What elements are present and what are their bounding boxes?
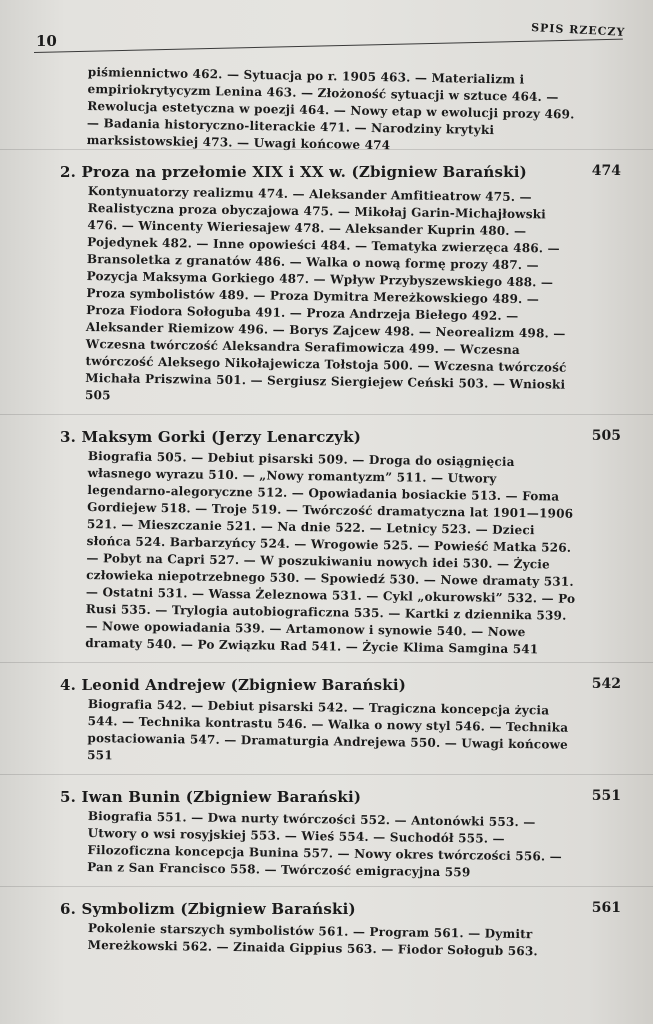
section-2	[0, 149, 653, 414]
section-title	[60, 428, 580, 446]
section-title-text: 2. Proza na przełomie XIX i XX w. (Zbigniew Barański)	[60, 163, 527, 181]
section-title	[60, 900, 580, 918]
section-text	[85, 448, 578, 659]
section-3	[0, 414, 653, 662]
section-title-text: 5. Iwan Bunin (Zbigniew Barański)	[60, 788, 362, 806]
section-page-number: 542	[591, 676, 621, 692]
section-title	[60, 788, 580, 806]
section-text-content: Pokolenie starszych symbolistów 561. — Program 561. — Dymitr Mereżkowski 562. — Zinaida Gippius 563. — Fiodor Sołogub 563.	[87, 920, 538, 959]
section-6	[0, 886, 653, 964]
intro-text	[87, 64, 578, 158]
contents-list	[0, 64, 653, 964]
section-text-content: Biografia 551. — Dwa nurty twórczości 552. — Antonówki 553. — Utwory o wsi rosyjskiej 553. — Wieś 554. — Suchodół 555. — Filozoficzna koncepcja Bunina 557. — Nowy okres twórczości 556. — Pan z San Francisco 558. — Twórczość emigracyjna 559	[87, 808, 563, 880]
section-title-text: 6. Symbolizm (Zbigniew Barański)	[60, 900, 356, 918]
section-text-content: Biografia 542. — Debiut pisarski 542. — Tragiczna koncepcja życia 544. — Technika kontrastu 546. — Walka o nowy styl 546. — Technika postaciowania 547. — Dramaturgia Andrejewa 550. — Uwagi końcowe 551	[87, 696, 569, 763]
section-title	[60, 163, 580, 181]
section-5	[0, 774, 653, 886]
section-title-text: 3. Maksym Gorki (Jerzy Lenarczyk)	[60, 428, 362, 446]
page-number: 10	[36, 32, 57, 50]
section-page-number: 561	[591, 900, 621, 916]
section-page-number: 551	[591, 788, 621, 804]
section-text	[87, 696, 578, 771]
section-title	[60, 676, 580, 694]
section-page-number: 505	[591, 428, 621, 444]
section-text	[88, 920, 578, 961]
section-title-text: 4. Leonid Andrejew (Zbigniew Barański)	[60, 676, 407, 694]
section-text	[87, 808, 578, 883]
section-page-number: 474	[591, 163, 621, 179]
running-head: SPIS RZECZY	[530, 21, 626, 39]
section-text-content: Kontynuatorzy realizmu 474. — Aleksander Amfitieatrow 475. — Realistyczna proza obyczajowa 475. — Mikołaj Garin-Michajłowski 476. — Wincenty Wieriesajew 478. — Aleksander Kuprin 480. — Pojedynek 482. — Inne opowieści 484. — Tematyka zwierzęca 486. — Bransoletka z granatów 486. — Walka o nową formę prozy 487. — Pozycja Maksyma Gorkiego 487. — Wpływ Przybyszewskiego 488. — Proza symbolistów 489. — Proza Dymitra Mereżkowskiego 489. — Proza Fiodora Sołoguba 491. — Proza Andrzeja Biełego 492. — Aleksander Riemizow 496. — Borys Zajcew 498. — Neorealizm 498. — Wczesna twórczość Aleksandra Serafimowicza 499. — Wczesna twórczość Aleksego Nikołajewicza Tołstoja 500. — Wczesna twórczość Michała Priszwina 501. — Sergiusz Siergiejew Ceński 503. — Wnioski 505	[84, 183, 567, 403]
section-text	[85, 183, 578, 411]
section-text-content: Biografia 505. — Debiut pisarski 509. — Droga do osiągnięcia własnego wyrazu 510. — „Nowy romantyzm” 511. — Utwory legendarno-alegoryczne 512. — Opowiadania bosiackie 513. — Foma Gordiejew 518. — Troje 519. — Twórczość dramatyczna lat 1901—1906 521. — Mieszczanie 521. — Na dnie 522. — Letnicy 523. — Dzieci słońca 524. Barbarzyńcy 524. — Wrogowie 525. — Powieść Matka 526. — Pobyt na Capri 527. — W poszukiwaniu nowych idei 530. — Życie człowieka niepotrzebnego 530. — Spowiedź 530. — Nowe dramaty 531. — Ostatni 531. — Wassa Żeleznowa 531. — Cykl „okurowski” 532. — Po Rusi 535. — Trylogia autobiograficzna 535. — Kartki z dziennika 539. — Nowe opowiadania 539. — Artamonow i synowie 540. — Nowe dramaty 540. — Po Związku Rad 541. — Życie Klima Samgina 541	[85, 448, 576, 657]
section-4	[0, 662, 653, 774]
header-rule	[34, 39, 623, 53]
intro-text-content: piśmiennictwo 462. — Sytuacja po r. 1905 463. — Materializm i empiriokrytycyzm Lenina 463. — Złożoność sytuacji w sztuce 464. — Rewolucja estetyczna w poezji 464. — Nowy etap w ewolucji prozy 469. — Badania historyczno-literackie 471. — Narodziny krytyki marksistowskiej 473. — Uwagi końcowe 474	[86, 64, 575, 153]
